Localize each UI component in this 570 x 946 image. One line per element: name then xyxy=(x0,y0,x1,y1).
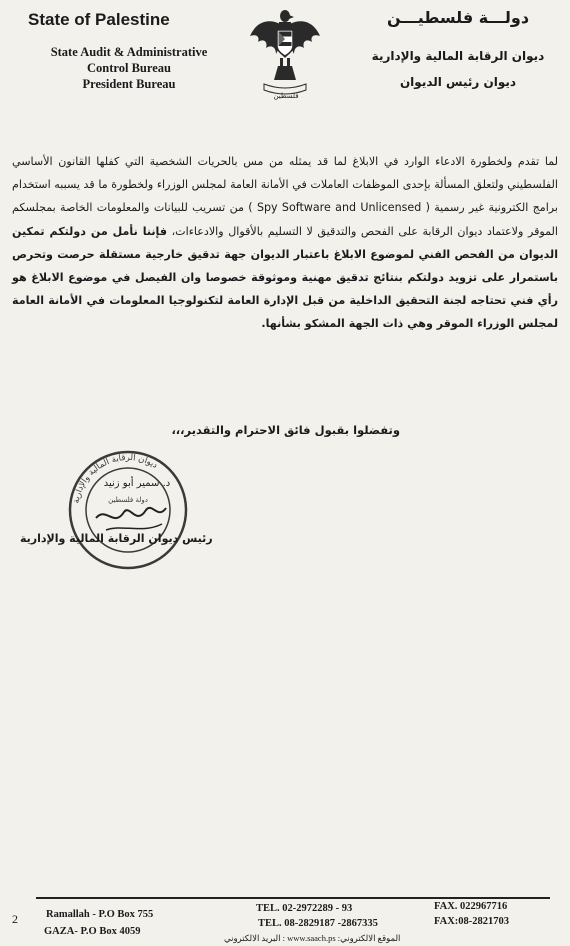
body-english-term: Spy Software and Unlicensed xyxy=(256,201,422,215)
official-stamp xyxy=(66,448,190,572)
footer-address-ramallah: Ramallah - P.O Box 755 xyxy=(46,909,154,920)
country-name-ar: دولـــة فلسطيـــن xyxy=(386,8,530,27)
emblem-caption: فلسطين xyxy=(273,92,299,100)
closing-salutation: وتفضلوا بقبول فائق الاحترام والتقدير،،، xyxy=(171,423,400,437)
department-name-ar: ديوان الرقابة المالية والإدارية xyxy=(371,49,545,63)
body-paragraph-part2: ) من تسريب للبيانات والمعلومات الخاصة بمجلسكم الموقر ولاعتماد ديوان الرقابة على الفحص والتدقيق لا التسليم بالأقوال والادعاءات، xyxy=(12,201,558,238)
signer-title: رئيس ديوان الرقابة المالية والإدارية xyxy=(20,532,213,545)
office-name-en: President Bureau xyxy=(82,77,176,91)
footer-divider xyxy=(36,897,550,899)
country-name-en: State of Palestine xyxy=(28,10,170,29)
stamp-top-text: دولة فلسطين xyxy=(108,496,148,504)
eagle-emblem-icon xyxy=(246,6,324,98)
footer-website: الموقع الالكتروني: www.saach.ps : البريد الالكتروني xyxy=(224,933,401,943)
department-name-en xyxy=(34,44,224,92)
footer-address-gaza: GAZA- P.O Box 4059 xyxy=(44,926,141,937)
footer-tel-gaza: TEL. 08-2829187 -2867335 xyxy=(258,918,378,929)
footer-fax-gaza: FAX:08-2821703 xyxy=(434,916,510,927)
body-request-bold: فإننا نأمل من دولتكم تمكين الديوان من الفحص الفني لموضوع الابلاغ باعتبار الديوان جهة تدقيق خارجية مستقلة حرصت وتحرص باستمرار على تزويد دولتكم بنتائج تدقيق مهنية وموثوقة خصوصا وان الفيصل في موضوع الابلاغ هو رأي فني تحتاجه لجنة التحقيق الداخلية من قبل الإدارة العامة لتكنولوجيا المعلومات في الأمانة العامة لمجلس الوزراء الموقر وهي ذات الجهة المشكو بشأنها. xyxy=(12,224,558,331)
footer-tel-ramallah: TEL. 02-2972289 - 93 xyxy=(256,903,353,914)
stamp-outer-text: ديوان الرقابة المالية والإدارية xyxy=(71,452,160,505)
body-paragraph-part1: لما تقدم ولخطورة الادعاء الوارد في الابلاغ لما قد يمثله من مس بالحريات الشخصية التي كفلها القانون الأساسي الفلسطيني ولتعلق المسألة بإحدى الموظفات العاملات في الأمانة العامة لمجلس الوزراء ولخطورة ما قد يسببه استخدام برامج الكترونية غير رسمية ( xyxy=(12,155,559,215)
department-line1: State Audit & Administrative xyxy=(50,45,208,59)
footer-fax-ramallah: FAX. 022967716 xyxy=(434,901,508,912)
page-number: 2 xyxy=(12,912,18,926)
header-right-ar xyxy=(368,8,548,89)
signer-name: د. سمير أبو زنيد xyxy=(103,478,171,489)
office-name-ar: ديوان رئيس الديوان xyxy=(399,75,517,89)
header-left-en xyxy=(28,10,224,92)
letter-body xyxy=(12,150,558,336)
department-line2: Control Bureau xyxy=(87,61,171,75)
